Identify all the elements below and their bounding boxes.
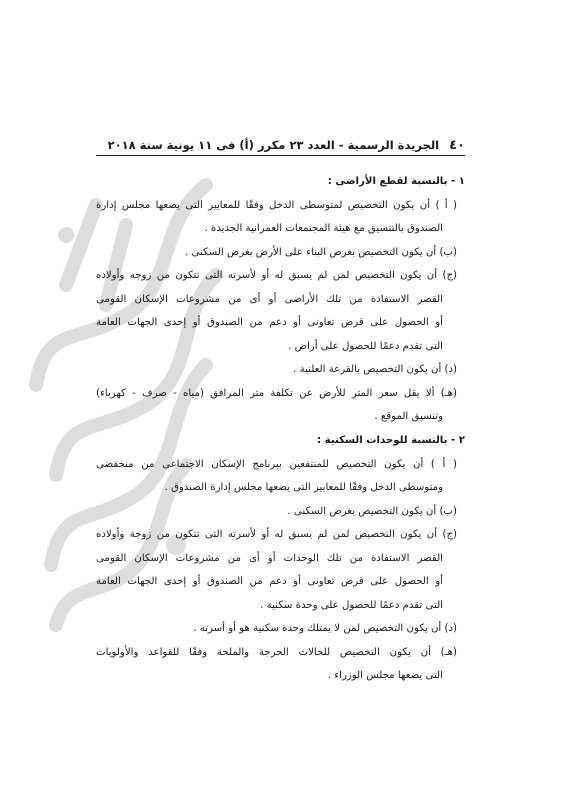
text-line: ١ - بالنسبة لقطع الأراضى : <box>327 176 465 187</box>
text-line: ٢ - بالنسبة للوحدات السكنية : <box>316 435 465 447</box>
text-line: (ب) أن يكون التخصيص بغرض السكنى . <box>287 505 457 517</box>
gazette-title: الجريدة الرسمية - العدد ٢٣ مكرر (أ) فى ١١ يونية سنة ٢٠١٨ <box>107 138 440 152</box>
text-line: (ج) أن يكون التخصيص لمن لم يسبق له أو لأسرته التى تتكون من زوجه وأولاده <box>96 270 457 282</box>
text-line: (د) أن يكون التخصيص بالقرعة العلنية . <box>293 364 457 376</box>
text-line: القصر الاستفادة من تلك الأراضى أو أى من مشروعات الإسكان القومى <box>96 293 443 305</box>
text-line: أو الحصول على قرض تعاونى أو دعم من الصندوق أو إحدى الجهات العامة <box>96 576 443 588</box>
article-body <box>96 170 465 688</box>
text-line: التى تقدم دعمًا للحصول على وحدة سكنية . <box>260 599 443 611</box>
text-line: ( أ ) أن يكون التخصيص لمتوسطى الدخل وفقًا للمعايير التى يضعها مجلس إدارة <box>96 199 457 211</box>
text-line: التى تقدم دعمًا للحصول على أراض . <box>288 340 443 352</box>
header-rule <box>96 155 465 156</box>
text-line: القصر الاستفادة من تلك الوحدات أو أى من مشروعات الإسكان القومى <box>96 552 443 564</box>
text-line: (د) أن يكون التخصيص لمن لا يمتلك وحدة سكنية هو أو أسرته . <box>193 623 457 635</box>
page-number: ٤٠ <box>449 137 465 153</box>
text-line: الصندوق بالتنسيق مع هيئة المجتمعات العمرانية الجديدة . <box>204 223 443 235</box>
text-line: (هـ) ألا يقل سعر المتر للأرض عن تكلفة متر المرافق (مياه - صرف - كهرباء) <box>96 387 457 399</box>
text-line: (هـ) أن يكون التخصيص للحالات الحرجة والملحة وفقًا للقواعد والأولويات <box>96 646 457 658</box>
page-header <box>96 137 465 153</box>
text-line: وتنسيق الموقع . <box>374 411 443 423</box>
text-line: ومتوسطى الدخل وفقًا للمعايير التى يضعها مجلس إدارة الصندوق . <box>164 482 443 494</box>
text-line: (ج) أن يكون التخصيص لمن لم يسبق له أو لأسرته التى تتكون من زوجة وأولاده <box>96 529 457 541</box>
text-line: التى يضعها مجلس الوزراء . <box>327 670 443 682</box>
text-line: ( أ ) أن يكون التخصيص للمنتفعين ببرنامج الإسكان الاجتماعى من منخفضى <box>96 458 457 470</box>
text-line: (ب) أن يكون التخصيص بغرض البناء على الأرض بغرض السكنى . <box>184 246 457 258</box>
text-line: أو الحصول على قرض تعاونى أو دعم من الصندوق أو إحدى الجهات العامة <box>96 317 443 329</box>
